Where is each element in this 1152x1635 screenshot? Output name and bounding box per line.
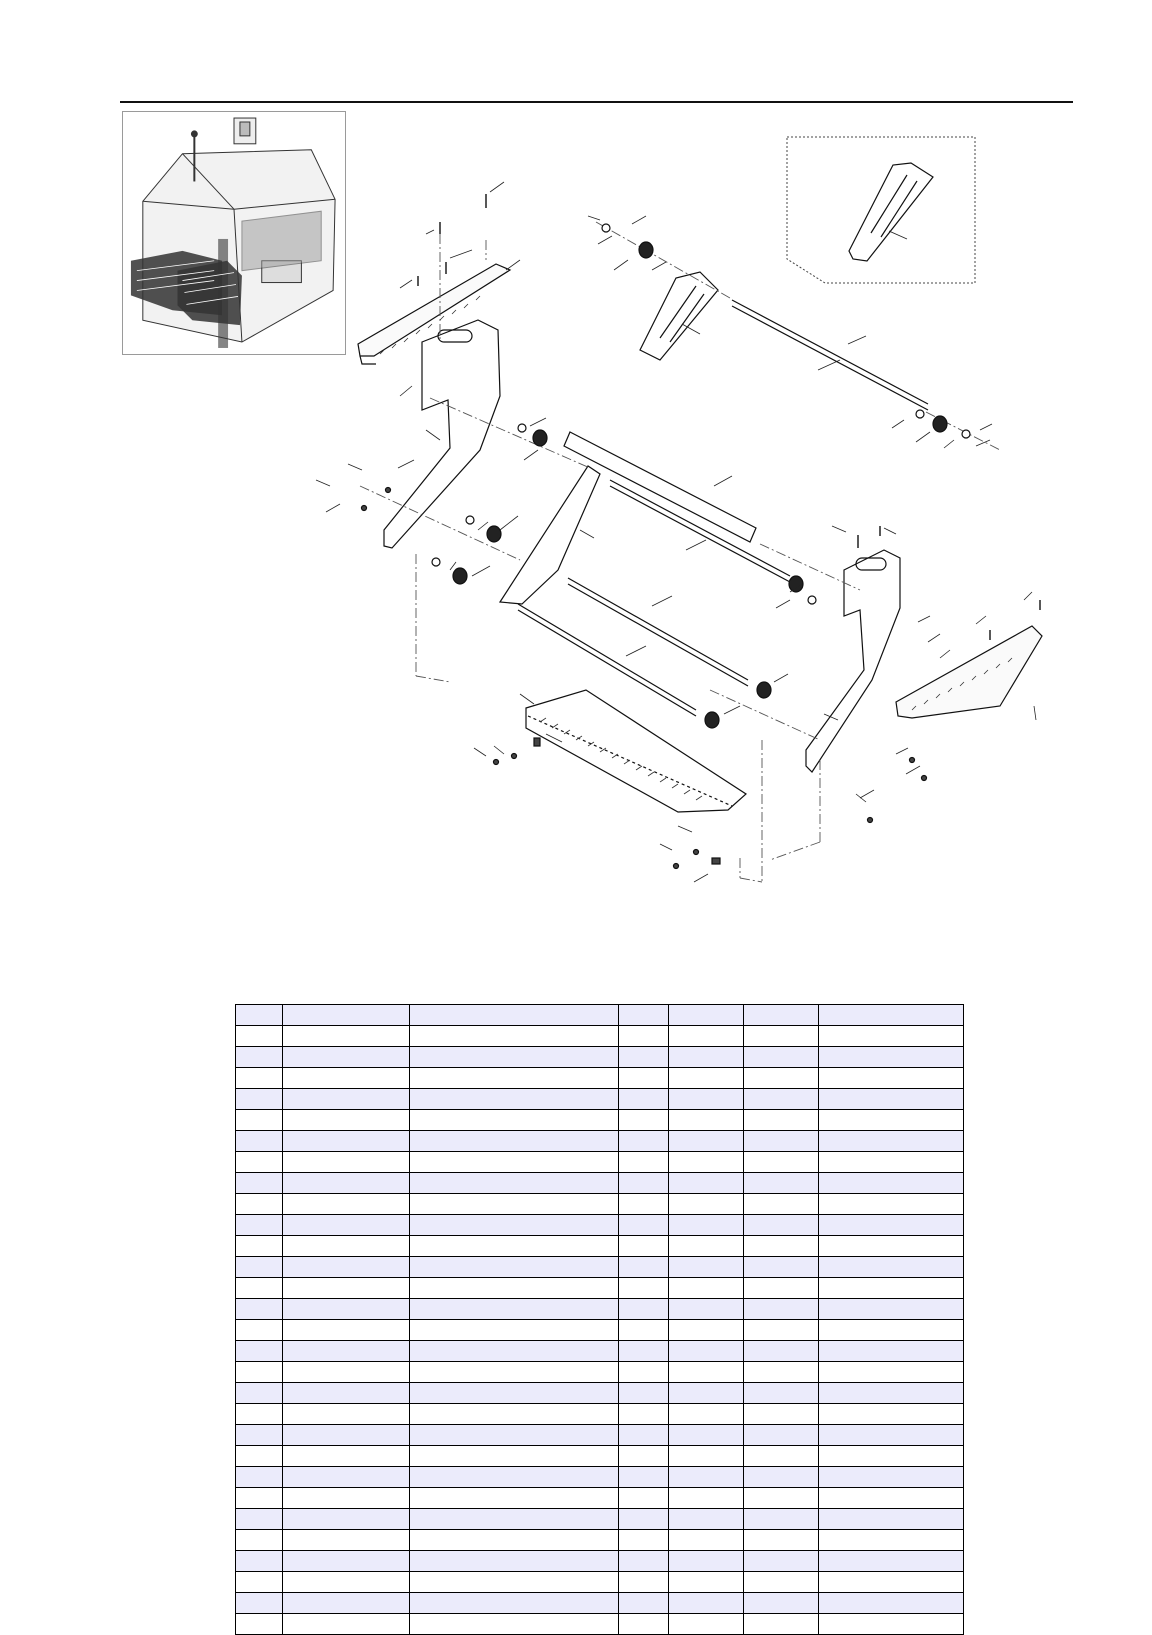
inset-bracket <box>849 163 933 261</box>
upper-bracket <box>640 272 718 360</box>
shaft-3 <box>518 604 696 710</box>
table-row <box>236 1173 964 1194</box>
table-row <box>236 1257 964 1278</box>
shaft-upper-right <box>732 300 928 404</box>
bearing <box>757 682 771 698</box>
table-row <box>236 1614 964 1635</box>
table-row <box>236 1152 964 1173</box>
left-side-plate <box>384 320 500 548</box>
table-row <box>236 1110 964 1131</box>
table-row <box>236 1404 964 1425</box>
right-rail <box>896 626 1042 718</box>
table-row <box>236 1509 964 1530</box>
parts-list-table <box>235 1004 964 1635</box>
center-bracket <box>500 466 600 604</box>
parts-table-body <box>236 1005 964 1635</box>
table-row <box>236 1278 964 1299</box>
header-rule <box>120 101 1073 103</box>
bearing <box>639 242 653 258</box>
table-row <box>236 1068 964 1089</box>
table-row <box>236 1446 964 1467</box>
table-row <box>236 1026 964 1047</box>
bottom-tray <box>526 690 746 812</box>
table-header-row <box>236 1005 964 1026</box>
table-row <box>236 1467 964 1488</box>
inset-detail-view <box>785 135 977 285</box>
table-row <box>236 1047 964 1068</box>
table-row <box>236 1089 964 1110</box>
table-row <box>236 1194 964 1215</box>
right-side-plate <box>806 550 900 772</box>
table-row <box>236 1215 964 1236</box>
bearing <box>933 416 947 432</box>
table-row <box>236 1488 964 1509</box>
table-row <box>236 1236 964 1257</box>
bearing <box>487 526 501 542</box>
bearing <box>533 430 547 446</box>
table-row <box>236 1383 964 1404</box>
bearing <box>453 568 467 584</box>
table-row <box>236 1131 964 1152</box>
shaft-2 <box>568 578 748 680</box>
shaft-1 <box>610 480 790 576</box>
table-row <box>236 1572 964 1593</box>
table-row <box>236 1593 964 1614</box>
bearing <box>789 576 803 592</box>
table-row <box>236 1551 964 1572</box>
table-row <box>236 1362 964 1383</box>
bearing <box>705 712 719 728</box>
table-row <box>236 1320 964 1341</box>
table-row <box>236 1299 964 1320</box>
exploded-assembly-diagram <box>300 130 1100 920</box>
table-row <box>236 1341 964 1362</box>
table-row <box>236 1530 964 1551</box>
table-row <box>236 1425 964 1446</box>
